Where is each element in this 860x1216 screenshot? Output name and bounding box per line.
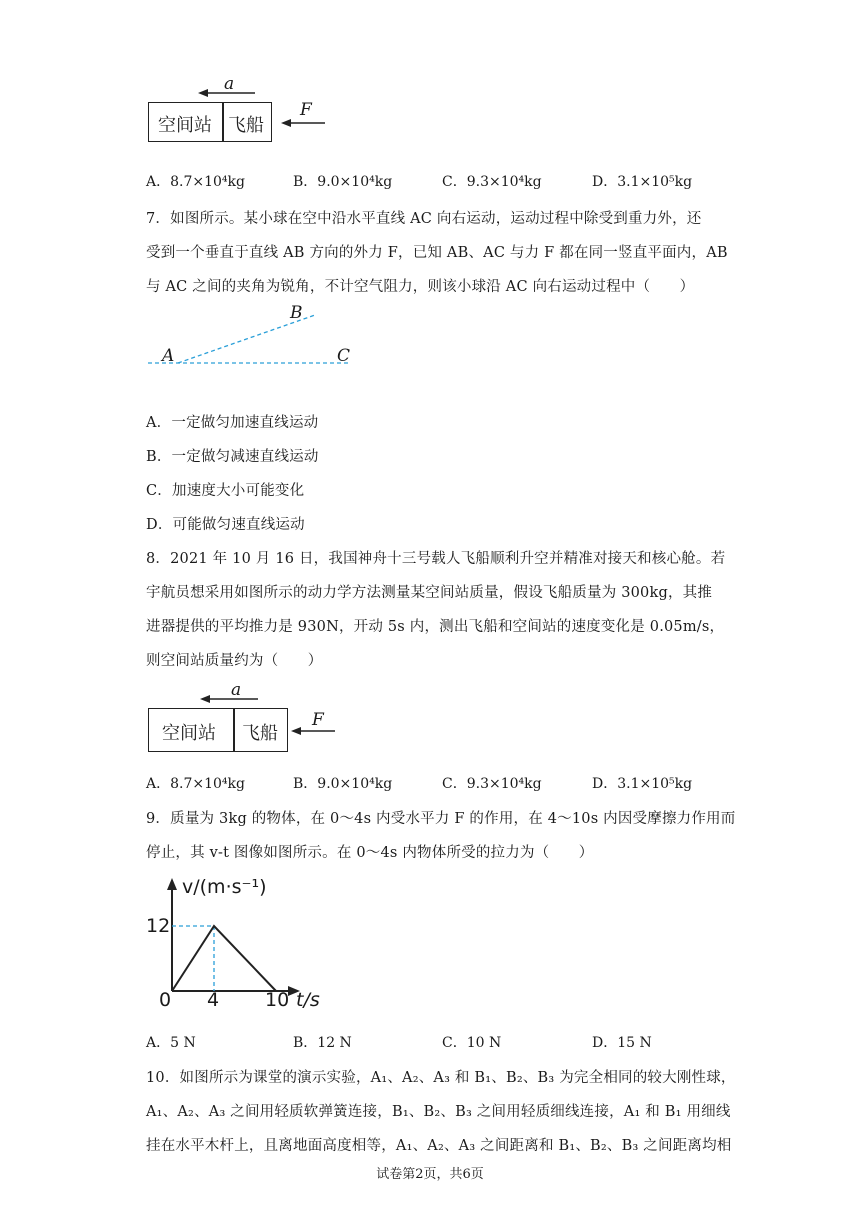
q7-line-3: 与 AC 之间的夹角为锐角，不计空气阻力，则该小球沿 AC 向右运动过程中（ ） <box>146 279 695 295</box>
point-c-label: C <box>337 346 351 366</box>
point-a-label: A <box>162 346 175 366</box>
q9-option-a: A．5 N <box>146 1035 196 1051</box>
q10-line-1: 10．如图所示为课堂的演示实验，A₁、A₂、A₃ 和 B₁、B₂、B₃ 为完全相同的较大刚性球， <box>146 1070 736 1086</box>
q9-option-b: B．12 N <box>293 1035 352 1051</box>
q7-option-a: A．一定做匀加速直线运动 <box>146 415 319 431</box>
vt-xtick-10: 10 <box>265 989 290 1011</box>
q8-line-4: 则空间站质量约为（ ） <box>146 653 323 669</box>
q7-line-1: 7．如图所示。某小球在空中沿水平直线 AC 向右运动，运动过程中除受到重力外，还 <box>146 211 702 227</box>
page-footer: 试卷第2页，共6页 <box>376 1167 484 1182</box>
label-a-q8: a <box>231 680 242 700</box>
q9-line-1: 9．质量为 3kg 的物体，在 0～4s 内受水平力 F 的作用，在 4～10s 内因受摩擦力作用而 <box>146 811 736 827</box>
vt-ytick-12: 12 <box>146 915 171 937</box>
ship-label-q8: 飞船 <box>242 723 278 744</box>
vt-xtick-4: 4 <box>207 989 220 1011</box>
q7-option-d: D．可能做匀速直线运动 <box>146 517 305 533</box>
label-f-top: F <box>300 100 312 120</box>
label-a-top: a <box>224 74 235 94</box>
q9-line-2: 停止，其 v-t 图像如图所示。在 0～4s 内物体所受的拉力为（ ） <box>146 845 594 861</box>
vt-ylabel: v/(m·s⁻¹) <box>182 876 267 898</box>
q6-option-a: A．8.7×10⁴kg <box>146 174 245 190</box>
q6-option-d: D．3.1×10⁵kg <box>592 174 693 190</box>
q10-line-3: 挂在水平木杆上，且离地面高度相等，A₁、A₂、A₃ 之间距离和 B₁、B₂、B₃ 之间距离均相 <box>146 1138 732 1154</box>
ship-label-top: 飞船 <box>228 115 264 136</box>
q8-line-3: 进器提供的平均推力是 930N，开动 5s 内，测出飞船和空间站的速度变化是 0.05m/s， <box>146 619 725 635</box>
q8-option-a: A．8.7×10⁴kg <box>146 776 245 792</box>
q10-line-2: A₁、A₂、A₃ 之间用轻质软弹簧连接，B₁、B₂、B₃ 之间用轻质细线连接，A₁ 和 B₁ 用细线 <box>146 1104 731 1120</box>
q7-option-c: C．加速度大小可能变化 <box>146 483 305 499</box>
dashed-lines-ab-ac <box>140 300 370 380</box>
q8-option-c: C．9.3×10⁴kg <box>442 776 542 792</box>
q6-option-c: C．9.3×10⁴kg <box>442 174 542 190</box>
q8-option-b: B．9.0×10⁴kg <box>293 776 393 792</box>
station-label-top: 空间站 <box>158 115 212 136</box>
label-f-q8: F <box>312 710 324 730</box>
q8-option-d: D．3.1×10⁵kg <box>592 776 693 792</box>
q7-option-b: B．一定做匀减速直线运动 <box>146 449 319 465</box>
point-b-label: B <box>290 303 303 323</box>
q9-option-c: C．10 N <box>442 1035 502 1051</box>
q7-line-2: 受到一个垂直于直线 AB 方向的外力 F，已知 AB、AC 与力 F 都在同一竖直平面内，AB <box>146 245 728 261</box>
vt-xlabel: t/s <box>296 989 320 1011</box>
q9-option-d: D．15 N <box>592 1035 652 1051</box>
q6-option-b: B．9.0×10⁴kg <box>293 174 393 190</box>
station-label-q8: 空间站 <box>162 723 216 744</box>
q8-line-2: 宇航员想采用如图所示的动力学方法测量某空间站质量，假设飞船质量为 300kg，其推 <box>146 585 713 601</box>
q8-line-1: 8．2021 年 10 月 16 日，我国神舟十三号载人飞船顺利升空并精准对接天和核心舱。若 <box>146 551 726 567</box>
vt-xtick-0: 0 <box>159 989 172 1011</box>
